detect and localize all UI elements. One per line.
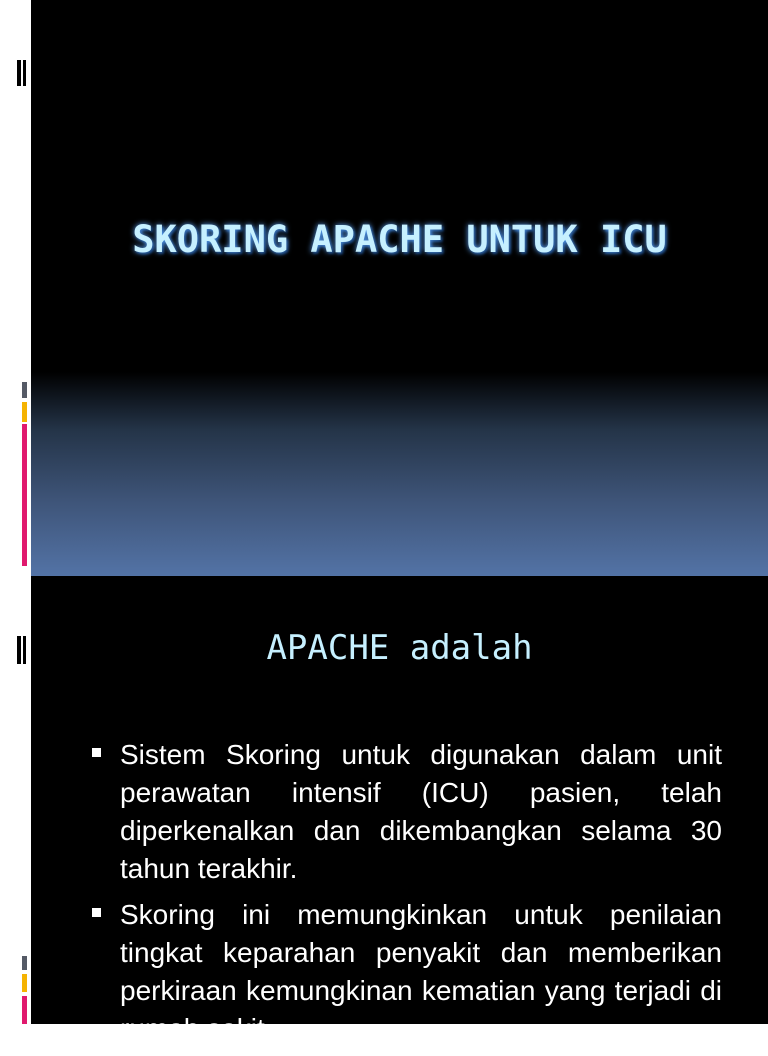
accent-gray-bar	[22, 956, 27, 970]
top-marker-bar-2	[23, 636, 26, 664]
top-marker-bar	[17, 636, 21, 664]
top-marker-bar	[17, 60, 21, 86]
bullet-text: Skoring ini memungkinkan untuk penilaian tingkat keparahan penyakit dan memberikan perkiraan kemungkinan kematian yang terjadi di rumah sakit.	[120, 899, 722, 1044]
accent-yellow-bar	[22, 974, 27, 992]
bullet-item	[92, 896, 722, 1048]
accent-pink-bar	[22, 424, 27, 566]
accent-gray-bar	[22, 382, 27, 398]
slide-title: SKORING APACHE UNTUK ICU	[132, 218, 667, 261]
top-marker-bar-2	[23, 60, 26, 86]
accent-yellow-bar	[22, 402, 27, 422]
slide-title: APACHE adalah	[266, 628, 533, 668]
slide-2	[0, 576, 768, 1044]
bullet-list	[92, 736, 722, 1056]
bullet-item	[92, 736, 722, 888]
accent-pink-bar	[22, 996, 27, 1024]
bullet-text: Sistem Skoring untuk digunakan dalam unit perawatan intensif (ICU) pasien, telah diperkenalkan dan dikembangkan selama 30 tahun terakhir.	[120, 739, 722, 884]
square-bullet-icon	[92, 908, 101, 917]
left-margin-strip	[0, 576, 31, 1024]
square-bullet-icon	[92, 748, 101, 757]
left-margin-strip	[0, 0, 31, 576]
